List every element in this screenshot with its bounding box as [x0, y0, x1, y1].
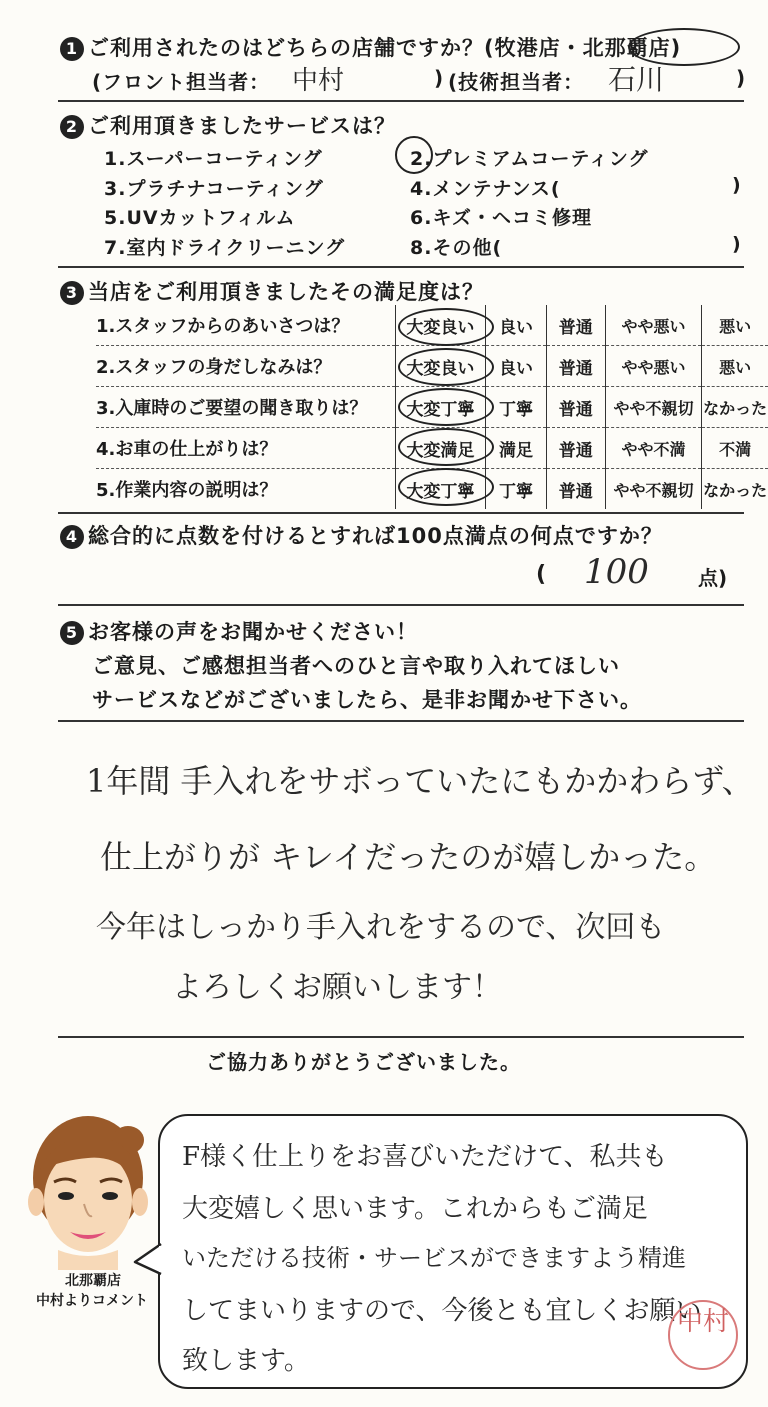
staff-comment-line: してまいりますので、今後とも宜しくお願い	[182, 1296, 702, 1326]
q2-line	[60, 110, 396, 140]
service-option-8: 8.その他(	[410, 237, 503, 259]
rating-choice: 大変満足	[395, 428, 486, 469]
score-unit: 点)	[698, 566, 728, 590]
service-option-2: 2.プレミアムコーティング	[410, 148, 649, 170]
staff-comment-bubble	[158, 1114, 748, 1389]
service-option-8-close: )	[732, 233, 741, 255]
customer-comment-line: 今年はしっかり手入れをするので、次回も	[96, 910, 666, 945]
rating-choice: 普通	[546, 428, 605, 469]
selected-service-circle	[395, 136, 433, 174]
rating-choice: 普通	[546, 469, 605, 510]
rating-choice: やや悪い	[605, 305, 702, 346]
customer-comment-line: 仕上がりが キレイだったのが嬉しかった。	[100, 838, 717, 876]
divider-5	[58, 720, 744, 722]
rating-label: 1.スタッフからのあいさつは？	[96, 305, 395, 346]
front-staff-name: 中村	[292, 66, 345, 96]
rating-choice: 大変良い	[395, 346, 486, 387]
rating-label: 4.お車の仕上がりは？	[96, 428, 395, 469]
q5-number: 5	[60, 621, 84, 645]
q1-line	[60, 32, 681, 62]
rating-choice: やや不満	[605, 428, 702, 469]
staff-name-stamp: 中村	[668, 1300, 738, 1370]
rating-mark-circle	[398, 388, 494, 426]
q1-question: ご利用されたのはどちらの店舗ですか？(	[88, 36, 495, 60]
tech-staff-name: 石川	[608, 63, 665, 96]
q1-close: )	[670, 36, 682, 60]
service-option-5: 5.UVカットフィルム	[104, 207, 296, 229]
staff-caption: 中村よりコメント	[36, 1293, 148, 1309]
rating-choice: やや不親切	[605, 387, 702, 428]
rating-mark-circle	[398, 428, 494, 466]
rating-choice: 悪い	[702, 346, 768, 387]
rating-choice: 丁寧	[486, 387, 547, 428]
q1-separator: ・	[560, 36, 583, 60]
rating-choice: 満足	[486, 428, 547, 469]
divider-6	[58, 1036, 744, 1038]
service-option-6: 6.キズ・ヘコミ修理	[410, 207, 593, 229]
tech-staff-close: )	[736, 66, 747, 90]
score-value: 100	[584, 552, 649, 592]
service-option-1: 1.スーパーコーティング	[104, 148, 323, 170]
staff-comment-line: F様く仕上りをお喜びいただけて、私共も	[182, 1142, 668, 1172]
rating-mark-circle	[398, 348, 494, 386]
q1-store-option-1: 牧港店	[494, 36, 561, 60]
staff-comment-line: 大変嬉しく思います。これからもご満足	[182, 1194, 648, 1224]
service-option-7: 7.室内ドライクリーニング	[104, 237, 346, 259]
q2-number: 2	[60, 115, 84, 139]
customer-comment-line: 1年間 手入れをサボっていたにもかかわらず、	[86, 762, 754, 800]
rating-choice: なかった	[702, 469, 768, 510]
front-staff-close: )	[434, 66, 445, 90]
q4-question: 総合的に点数を付けるとすれば100点満点の何点ですか？	[88, 524, 663, 548]
divider-4	[58, 604, 744, 606]
q1-store-option-2: 北那覇店	[582, 36, 671, 60]
service-option-4-close: )	[732, 174, 741, 196]
staff-comment-line: いただける技術・サービスができますよう精進	[182, 1244, 686, 1272]
front-staff-label: (フロント担当者：	[92, 70, 271, 94]
rating-mark-circle	[398, 308, 494, 346]
rating-choice: 良い	[486, 305, 547, 346]
service-option-4: 4.メンテナンス(	[410, 178, 561, 200]
thanks-message: ご協力ありがとうございました。	[206, 1050, 521, 1074]
rating-choice: なかった	[702, 387, 768, 428]
score-open: (	[536, 562, 547, 587]
q3-line	[60, 276, 484, 306]
divider-2	[58, 266, 744, 268]
rating-choice: 大変良い	[395, 305, 486, 346]
service-option-3: 3.プラチナコーティング	[104, 178, 324, 200]
staff-store: 北那覇店	[65, 1273, 121, 1289]
rating-choice: 悪い	[702, 305, 768, 346]
rating-choice: 良い	[486, 346, 547, 387]
q5-line	[60, 616, 418, 646]
rating-choice: 丁寧	[486, 469, 547, 510]
staff-comment-line: 致します。	[182, 1346, 310, 1376]
customer-comment-line: よろしくお願いします！	[172, 970, 502, 1005]
rating-choice: 普通	[546, 387, 605, 428]
rating-choice: 大変丁寧	[395, 387, 486, 428]
rating-choice: 普通	[546, 346, 605, 387]
rating-choice: 大変丁寧	[395, 469, 486, 510]
q5-question: お客様の声をお聞かせください！	[88, 620, 418, 644]
q1-number: 1	[60, 37, 84, 61]
rating-choice: やや不親切	[605, 469, 702, 510]
rating-choice: 不満	[702, 428, 768, 469]
rating-label: 2.スタッフの身だしなみは？	[96, 346, 395, 387]
rating-label: 5.作業内容の説明は？	[96, 480, 278, 501]
q3-number: 3	[60, 281, 84, 305]
tech-staff-label: (技術担当者：	[448, 70, 585, 94]
q3-question: 当店をご利用頂きましたその満足度は？	[88, 280, 484, 304]
divider-3	[58, 512, 744, 514]
rating-label: 3.入庫時のご要望の聞き取りは？	[96, 387, 395, 428]
rating-choice: 普通	[546, 305, 605, 346]
q5-line-2: ご意見、ご感想担当者へのひと言や取り入れてほしい	[92, 654, 620, 678]
q2-question: ご利用頂きましたサービスは？	[88, 114, 396, 138]
q5-line-3: サービスなどがございましたら、是非お聞かせ下さい。	[92, 688, 642, 712]
rating-mark-circle	[398, 468, 494, 506]
divider-1	[58, 100, 744, 102]
rating-choice: やや悪い	[605, 346, 702, 387]
q4-line	[60, 520, 663, 550]
q4-number: 4	[60, 525, 84, 549]
bubble-tail	[133, 1240, 163, 1280]
